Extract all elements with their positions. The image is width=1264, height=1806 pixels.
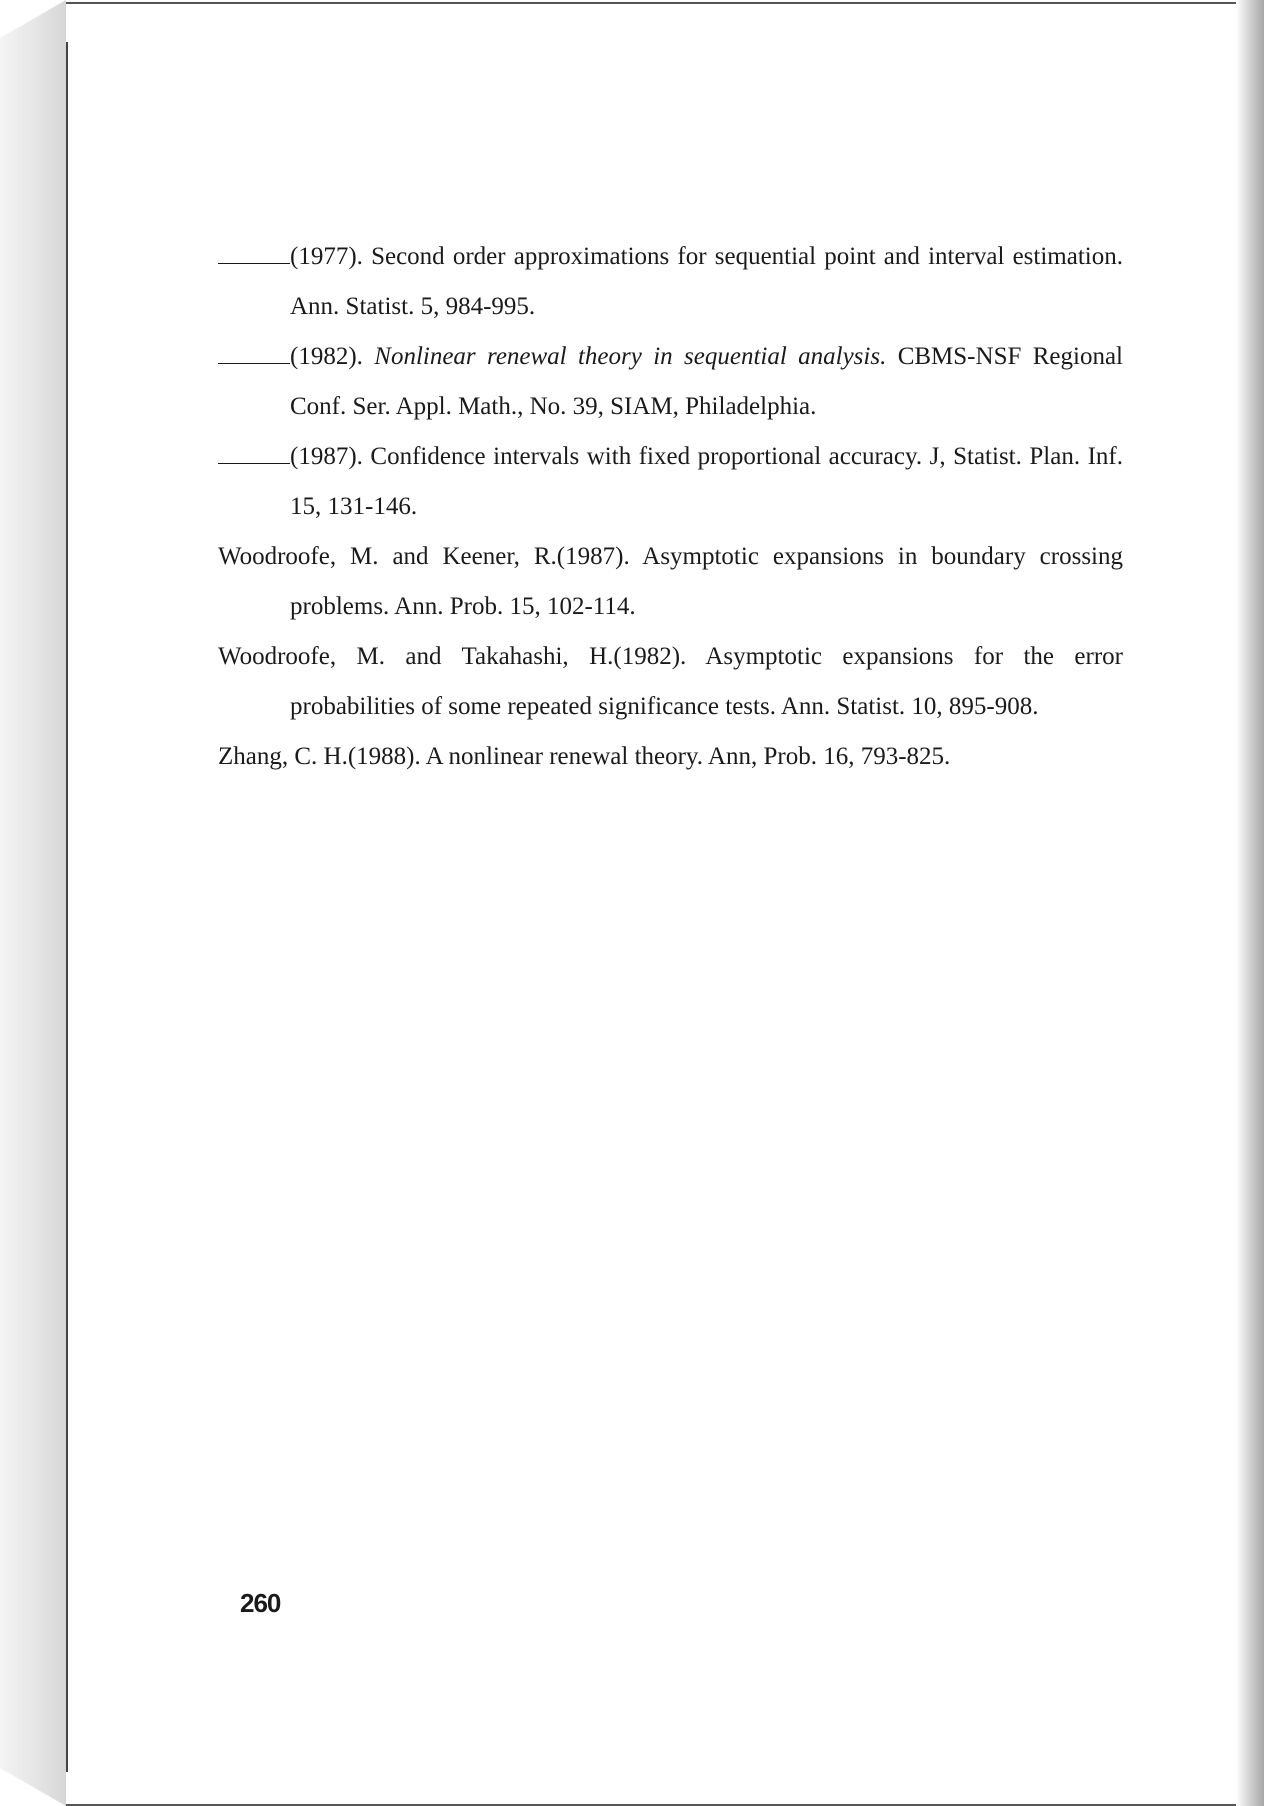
- page-right-shadow: [1236, 0, 1264, 1806]
- reference-entry: [218, 232, 1123, 332]
- reference-text: (1987). Confidence intervals with fixed proportional accuracy. J, Statist. Plan. Inf. 15, 131-146.: [290, 443, 1123, 520]
- reference-text: Woodroofe, M. and Keener, R.(1987). Asymptotic expansions in boundary crossing problems. Ann. Prob. 15, 102-114.: [218, 543, 1123, 620]
- reference-text-tail: CBMS-NSF Regional Conf. Ser. Appl. Math., No. 39, SIAM, Philadelphia.: [290, 343, 1123, 420]
- reference-text: Zhang, C. H.(1988). A nonlinear renewal theory. Ann, Prob. 16, 793-825.: [218, 743, 951, 770]
- book-spine: [0, 0, 67, 1806]
- reference-entry: [218, 732, 1123, 782]
- page-number: 260: [240, 1588, 281, 1618]
- reference-entry: [218, 532, 1123, 632]
- reference-text: Woodroofe, M. and Takahashi, H.(1982). Asymptotic expansions for the error probabilities of some repeated significance tests. Ann. Statist. 10, 895-908.: [218, 643, 1123, 720]
- reference-list: [218, 232, 1123, 782]
- reference-entry: [218, 632, 1123, 732]
- page-left-edge: [66, 42, 68, 1772]
- reference-text: (1977). Second order approximations for sequential point and interval estimation. Ann. Statist. 5, 984-995.: [290, 243, 1123, 320]
- author-repeat-dash: [218, 345, 290, 364]
- author-repeat-dash: [218, 445, 290, 464]
- reference-entry: [218, 432, 1123, 532]
- reference-text: (1982).: [290, 343, 375, 370]
- reference-title-italic: Nonlinear renewal theory in sequential analysis.: [374, 343, 887, 370]
- reference-entry: [218, 332, 1123, 432]
- author-repeat-dash: [218, 245, 290, 264]
